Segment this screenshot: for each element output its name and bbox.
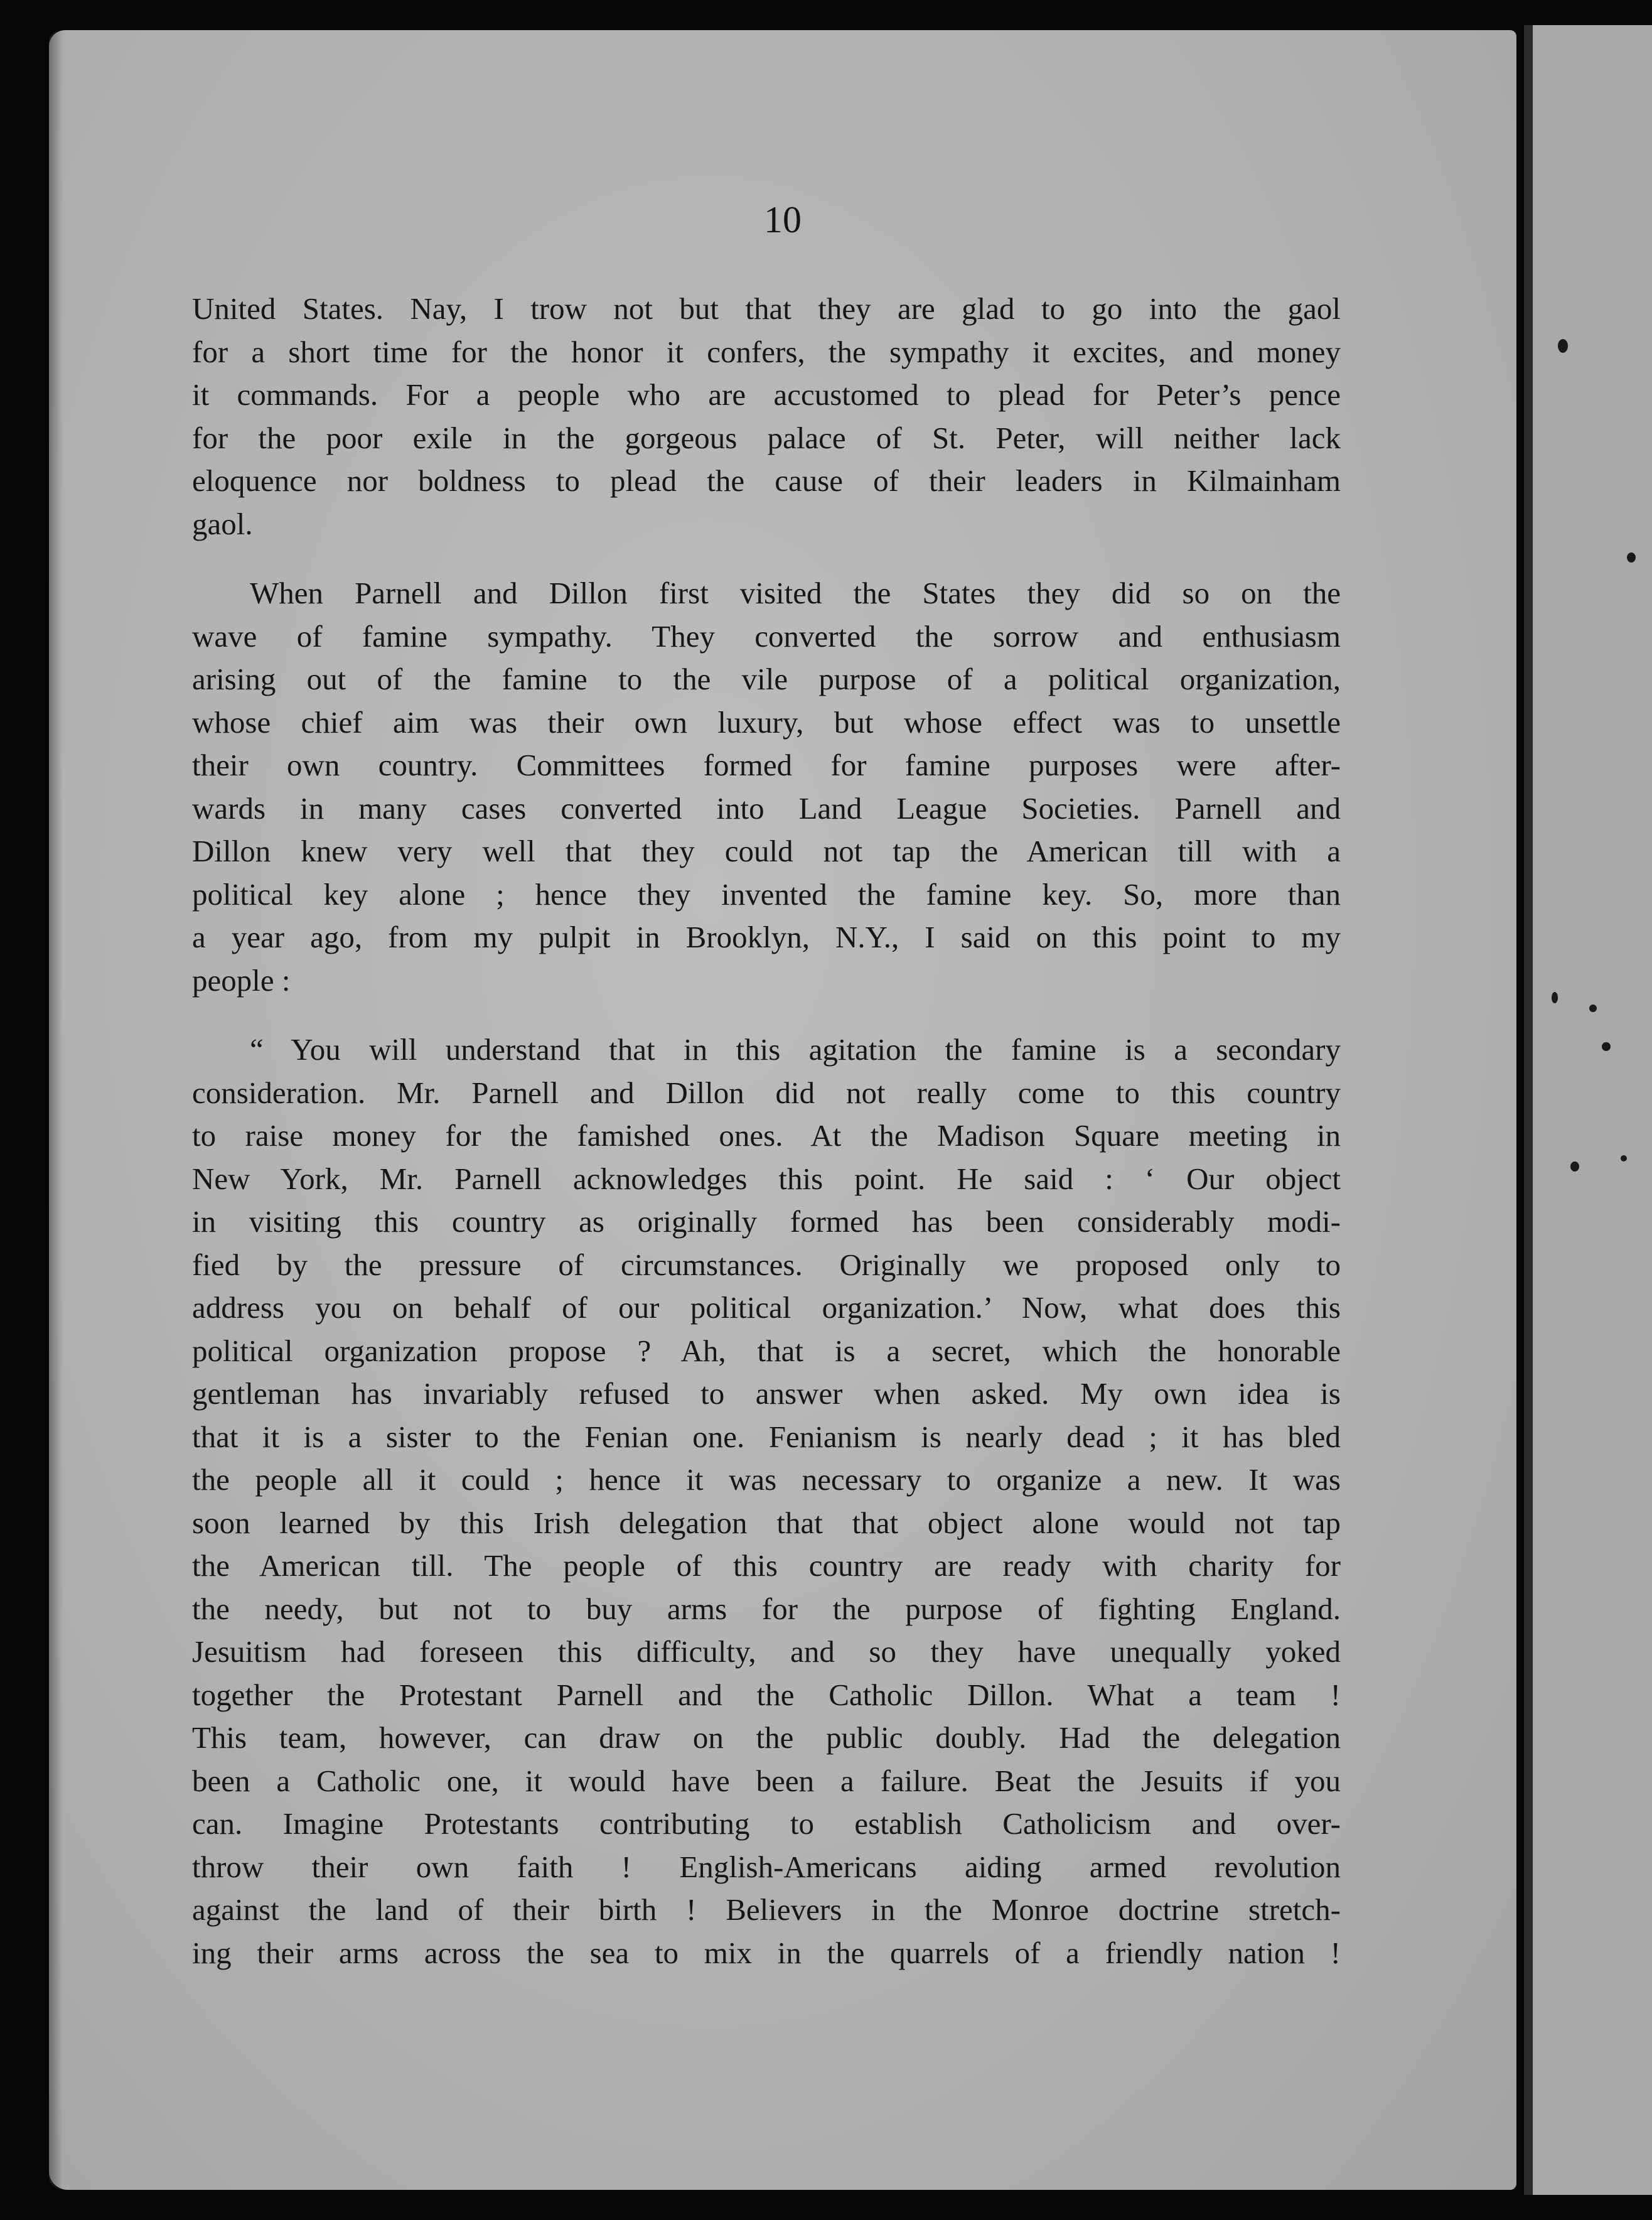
text-line: soon learned by this Irish delegation that that object alone would not tap (192, 1505, 1341, 1540)
text-line: Jesuitism had foreseen this difficulty, and so they have unequally yoked (192, 1634, 1341, 1669)
text-line: New York, Mr. Parnell acknowledges this point. He said : ‘ Our object (192, 1161, 1341, 1196)
text-line: political key alone ; hence they invented the famine key. So, more than (192, 876, 1341, 912)
text-line: whose chief aim was their own luxury, but whose effect was to unsettle (192, 704, 1341, 740)
paragraph-gap (192, 546, 1341, 572)
text-line: wards in many cases converted into Land League Societies. Parnell and (192, 790, 1341, 826)
text-line: been a Catholic one, it would have been a failure. Beat the Jesuits if you (192, 1763, 1341, 1798)
text-line: arising out of the famine to the vile purpose of a political organization, (192, 662, 1341, 696)
ink-speck (1627, 552, 1636, 563)
adjacent-page-edge (1524, 25, 1652, 2195)
text-line: ing their arms across the sea to mix in the quarrels of a friendly nation ! (192, 1935, 1341, 1970)
ink-speck (1602, 1042, 1611, 1051)
text-line: gaol. (192, 506, 253, 541)
text-line: When Parnell and Dillon first visited the States they did so on the (250, 576, 1341, 610)
text-line: fied by the pressure of circumstances. Originally we proposed only to (192, 1247, 1341, 1282)
paragraph-3 (192, 1028, 1341, 1975)
text-line: to raise money for the famished ones. At the Madison Square meeting in (192, 1118, 1341, 1153)
ink-speck (1621, 1155, 1627, 1161)
text-line: “ You will understand that in this agitation the famine is a secondary (250, 1032, 1341, 1067)
body-text (192, 288, 1341, 1975)
text-line: eloquence nor boldness to plead the cause of their leaders in Kilmainham (192, 463, 1341, 498)
text-line: United States. Nay, I trow not but that they are glad to go into the gaol (192, 291, 1341, 326)
text-line: that it is a sister to the Fenian one. Fenianism is nearly dead ; it has bled (192, 1419, 1341, 1454)
text-line: it commands. For a people who are accustomed to plead for Peter’s pence (192, 377, 1341, 412)
text-line: the needy, but not to buy arms for the purpose of fighting England. (192, 1591, 1341, 1626)
text-line: political organization propose ? Ah, that is a secret, which the honorable (192, 1333, 1341, 1368)
ink-speck (1558, 339, 1568, 353)
text-line: This team, however, can draw on the public doubly. Had the delegation (192, 1720, 1341, 1755)
text-line: for a short time for the honor it confers, the sympathy it excites, and money (192, 334, 1341, 369)
text-line: address you on behalf of our political organization.’ Now, what does this (192, 1290, 1341, 1325)
text-line: a year ago, from my pulpit in Brooklyn, N.Y., I said on this point to my (192, 920, 1341, 954)
text-line: for the poor exile in the gorgeous palace of St. Peter, will neither lack (192, 420, 1341, 455)
text-line: gentleman has invariably refused to answer when asked. My own idea is (192, 1376, 1341, 1411)
text-line: throw their own faith ! English-Americans aiding armed revolution (192, 1849, 1341, 1884)
text-line: the American till. The people of this country are ready with charity for (192, 1548, 1341, 1583)
text-line: their own country. Committees formed for famine purposes were after- (192, 748, 1341, 782)
paragraph-1 (192, 288, 1341, 546)
text-line: together the Protestant Parnell and the Catholic Dillon. What a team ! (192, 1677, 1341, 1712)
text-line: people : (192, 962, 291, 998)
text-line: against the land of their birth ! Believers in the Monroe doctrine stretch- (192, 1892, 1341, 1927)
text-line: can. Imagine Protestants contributing to establish Catholicism and over- (192, 1806, 1341, 1841)
text-line: wave of famine sympathy. They converted the sorrow and enthusiasm (192, 618, 1341, 654)
ink-speck (1552, 992, 1558, 1003)
ink-speck (1570, 1161, 1579, 1172)
text-line: consideration. Mr. Parnell and Dillon did not really come to this country (192, 1075, 1341, 1110)
book-page (49, 30, 1516, 2190)
ink-speck (1589, 1005, 1597, 1012)
text-line: the people all it could ; hence it was necessary to organize a new. It was (192, 1462, 1341, 1497)
page-number: 10 (764, 199, 802, 240)
text-line: Dillon knew very well that they could not tap the American till with a (192, 834, 1341, 868)
paragraph-2 (192, 572, 1341, 1002)
paragraph-gap (192, 1002, 1341, 1028)
text-line: in visiting this country as originally formed has been considerably modi- (192, 1204, 1341, 1239)
